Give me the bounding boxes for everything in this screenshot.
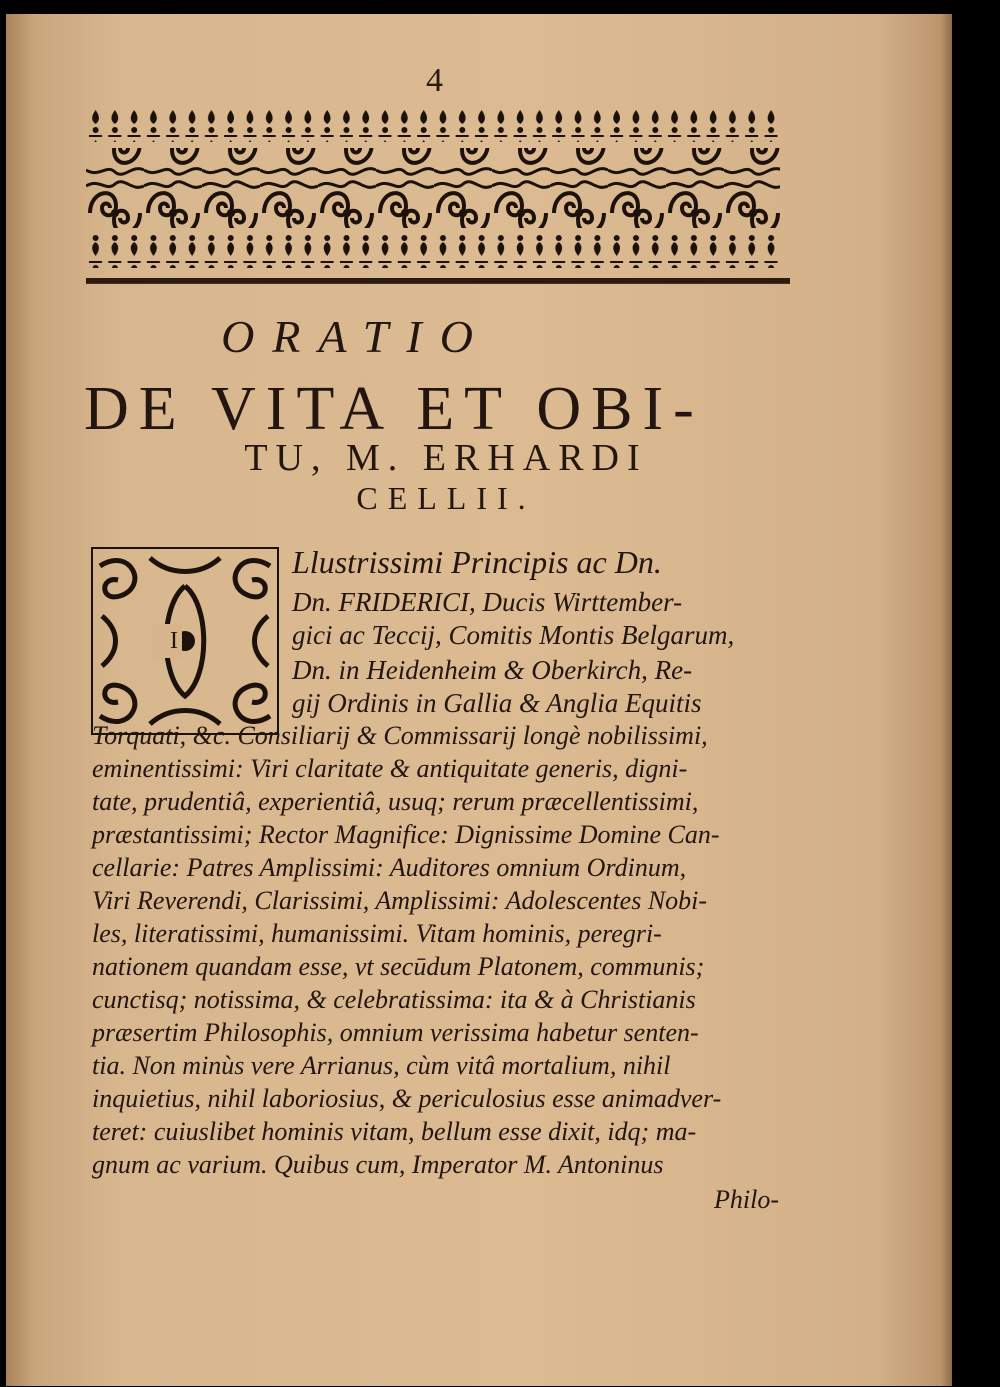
text-line: Dn. FRIDERICI, Ducis Wirttember-: [292, 587, 683, 617]
drop-cap-initial: I: [170, 628, 178, 654]
text-line: Torquati, &c. Consiliarij & Commissarij longè nobilissimi,: [92, 721, 708, 750]
text-line: præstantissimi; Rector Magnifice: Dignissime Domine Can-: [92, 820, 720, 849]
page-edge-shadow: [940, 14, 952, 1386]
text-line: cunctisq; notissima, & celebratissima: ita & à Christianis: [92, 985, 696, 1014]
text-line: eminentissimi: Viri claritate & antiquitate generis, digni-: [92, 754, 688, 783]
title-line-2: DE VITA ET OBI-: [84, 375, 704, 443]
text-line: tia. Non minùs vere Arrianus, cùm vitâ mortalium, nihil: [92, 1051, 671, 1080]
book-page: [6, 14, 952, 1386]
decorated-initial-frame: [90, 546, 280, 736]
text-line: nationem quandam esse, vt secūdum Platonem, communis;: [92, 952, 705, 981]
text-line: Llustrissimi Principis ac Dn.: [292, 544, 662, 580]
text-line: teret: cuiuslibet hominis vitam, bellum esse dixit, idq; ma-: [92, 1117, 697, 1146]
text-line: tate, prudentiâ, experientiâ, usuq; rerum præcellentissimi,: [92, 787, 699, 816]
text-line: inquietius, nihil laboriosius, & periculosius esse animadver-: [92, 1084, 722, 1113]
text-line: Dn. in Heidenheim & Oberkirch, Re-: [292, 655, 693, 685]
text-line: gici ac Teccij, Comitis Montis Belgarum,: [292, 620, 735, 650]
title-line-4: CELLII.: [356, 480, 536, 516]
text-line: præsertim Philosophis, omnium verissima habetur senten-: [92, 1018, 699, 1047]
text-line: les, literatissimi, humanissimi. Vitam hominis, peregri-: [92, 919, 662, 948]
text-line: gnum ac varium. Quibus cum, Imperator M. Antoninus: [92, 1150, 664, 1179]
page-number: 4: [426, 62, 443, 99]
text-line: gij Ordinis in Gallia & Anglia Equitis: [292, 688, 702, 718]
title-line-3: TU, M. ERHARDI: [244, 437, 648, 479]
catchword: Philo-: [714, 1185, 779, 1214]
ornamental-headpiece: [86, 108, 780, 268]
text-line: cellarie: Patres Amplissimi: Auditores omnium Ordinum,: [92, 853, 687, 882]
title-oratio: ORATIO: [221, 311, 491, 362]
divider-rule: [86, 278, 790, 284]
text-line: Viri Reverendi, Clarissimi, Amplissimi: Adolescentes Nobi-: [92, 886, 708, 915]
